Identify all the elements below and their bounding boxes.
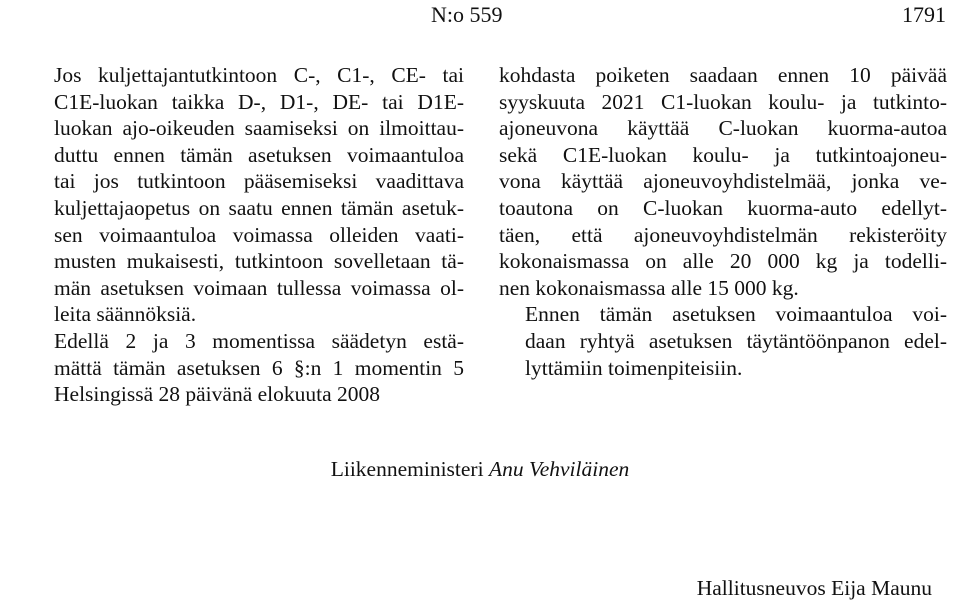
text-line: kohdasta poiketen saadaan ennen 10 päivää xyxy=(499,63,947,87)
text-line: C1E-luokan taikka D-, D1-, DE- tai D1E- xyxy=(54,89,464,114)
text-line: nen kokonaismassa alle 15 000 kg. xyxy=(499,275,799,300)
text-line: män asetuksen voimaan tullessa voimassa ol- xyxy=(54,275,464,300)
text-line: lyttämiin toimenpiteisiin. xyxy=(525,355,743,380)
text-line: leita säännöksiä. xyxy=(54,302,197,327)
text-line: vona käyttää ajoneuvoyhdistelmää, jonka ve- xyxy=(499,169,947,194)
text-line: syyskuuta 2021 C1-luokan koulu- ja tutkinto- xyxy=(499,89,947,114)
page-number: 1791 xyxy=(902,2,946,27)
text-line: kuljettajaopetus on saatu ennen tämän asetuk- xyxy=(54,195,464,220)
text-line: täen, että ajoneuvoyhdistelmän rekisteröity xyxy=(499,222,947,247)
text-line: luokan ajo-oikeuden saamiseksi on ilmoittau- xyxy=(54,116,464,141)
text-line: Edellä 2 ja 3 momentissa säädetyn estä- xyxy=(54,328,464,353)
minister-title: Liikenneministeri xyxy=(330,457,484,481)
page-header xyxy=(0,2,960,32)
left-column xyxy=(28,62,464,381)
text-line: daan ryhtyä asetuksen täytäntöönpanon edel- xyxy=(525,328,947,353)
text-line: kokonaismassa on alle 20 000 kg ja todelli- xyxy=(499,249,947,274)
text-line: Ennen tämän asetuksen voimaantuloa voi- xyxy=(525,302,947,327)
counsellor-signature: Hallitusneuvos Eija Maunu xyxy=(696,576,932,600)
text-line: tai jos tutkintoon pääsemiseksi vaadittava xyxy=(54,169,464,194)
right-paragraph-2 xyxy=(499,301,947,381)
text-line: Jos kuljettajantutkintoon C-, C1-, CE- tai xyxy=(54,63,464,87)
text-line: duttu ennen tämän asetuksen voimaantuloa xyxy=(54,142,464,167)
text-line: toautona on C-luokan kuorma-auto edellyt- xyxy=(499,195,947,220)
minister-signature xyxy=(0,457,960,482)
right-paragraph-1 xyxy=(499,62,947,301)
minister-name: Anu Vehviläinen xyxy=(488,457,630,481)
text-line: mättä tämän asetuksen 6 §:n 1 momentin 5 xyxy=(54,355,464,380)
place-and-date: Helsingissä 28 päivänä elokuuta 2008 xyxy=(54,382,381,406)
left-paragraph-1 xyxy=(28,62,464,328)
text-line: musten mukaisesti, tutkintoon sovelletaan tä- xyxy=(54,249,464,274)
right-column xyxy=(499,62,947,381)
statute-number: N:o 559 xyxy=(431,2,503,27)
text-line: sekä C1E-luokan koulu- ja tutkintoajoneu- xyxy=(499,142,947,167)
left-paragraph-2 xyxy=(28,328,464,381)
text-line: ajoneuvona käyttää C-luokan kuorma-autoa xyxy=(499,116,947,141)
text-line: sen voimaantuloa voimassa olleiden vaati- xyxy=(54,222,464,247)
